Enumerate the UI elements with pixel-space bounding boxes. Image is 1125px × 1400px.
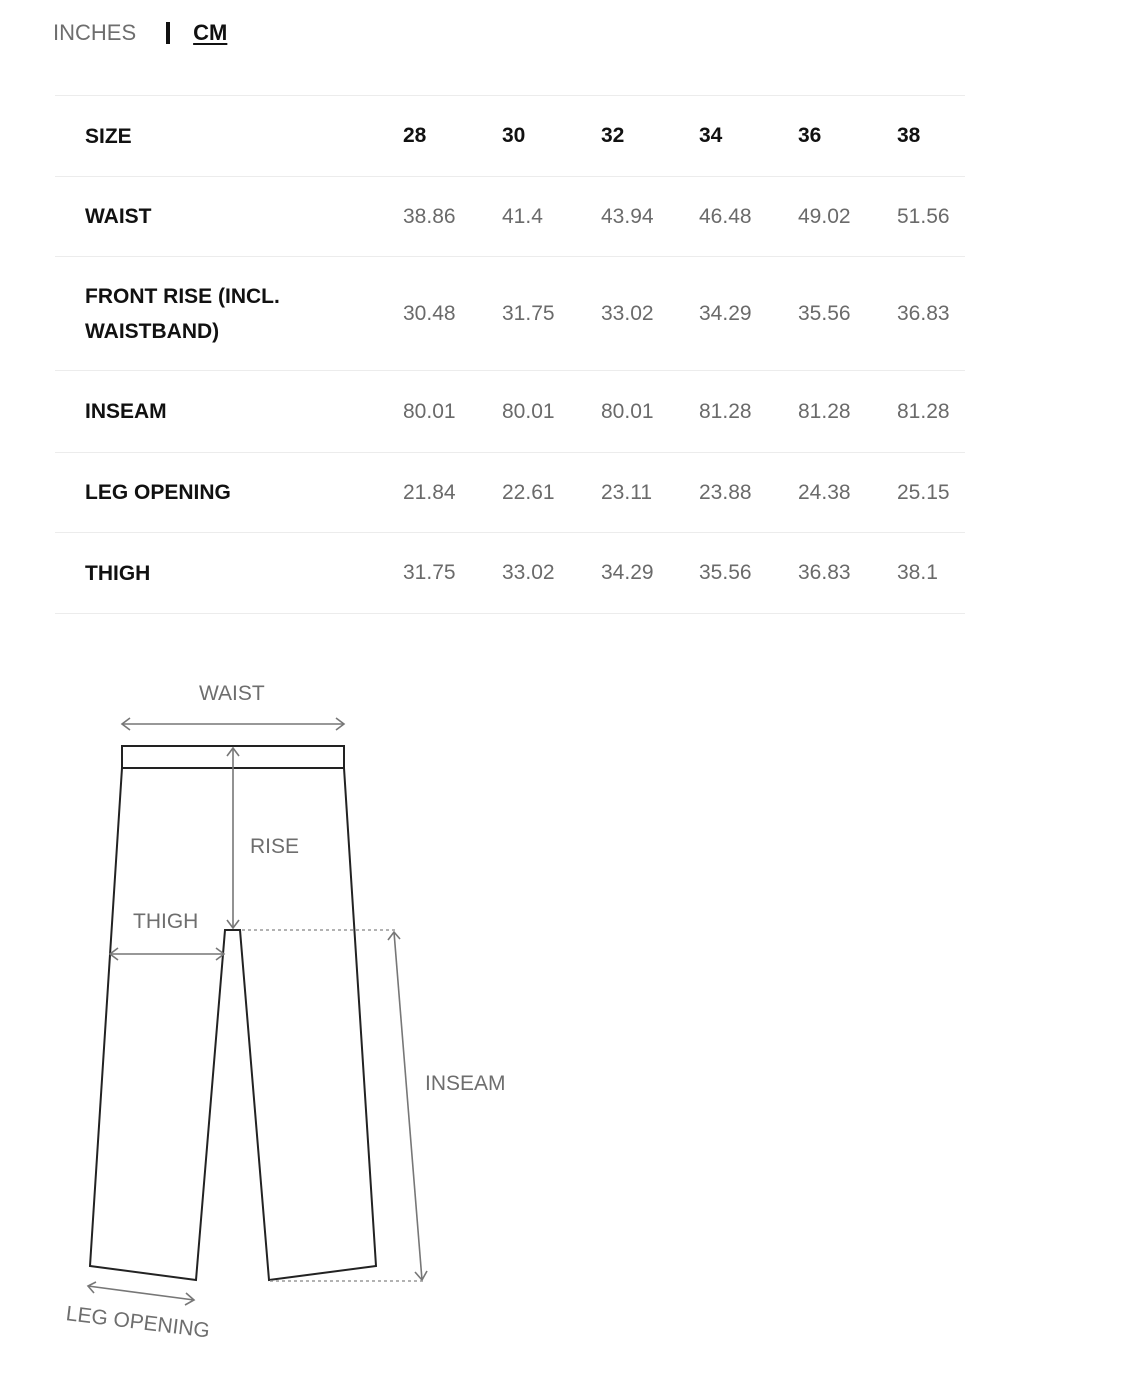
- table-cell: 35.56: [699, 561, 752, 584]
- table-cell: 80.01: [403, 399, 456, 423]
- table-cell: 30.48: [403, 301, 456, 325]
- table-cell: 21.84: [403, 480, 456, 504]
- table-cell: 31.75: [403, 561, 456, 584]
- table-cell: 23.11: [601, 480, 652, 504]
- row-label: WAIST: [85, 205, 152, 228]
- table-cell: 38.86: [403, 204, 456, 228]
- table-cell: 25.15: [897, 480, 950, 504]
- size-header-cell: 32: [601, 124, 625, 147]
- unit-inches-toggle[interactable]: INCHES: [53, 20, 137, 45]
- size-header-cell: 36: [798, 124, 822, 147]
- table-cell: 36.83: [798, 561, 851, 584]
- table-row-inseam: [55, 371, 965, 453]
- row-label: INSEAM: [85, 400, 167, 423]
- table-cell: 22.61: [502, 480, 555, 504]
- unit-cm-toggle[interactable]: CM: [193, 20, 228, 45]
- pants-measurement-diagram: [0, 640, 560, 1360]
- row-label: LEG OPENING: [85, 481, 231, 504]
- table-row-leg-opening: [55, 453, 965, 533]
- size-header-cell: 34: [699, 124, 723, 147]
- pants-illustration: [0, 640, 560, 1360]
- size-header-cell: 28: [403, 124, 427, 147]
- size-chart-table: [55, 95, 965, 614]
- table-cell: 34.29: [601, 561, 654, 584]
- row-label: FRONT RISE (INCL. WAISTBAND): [85, 284, 280, 343]
- table-cell: 41.4: [502, 204, 543, 228]
- unit-toggle: [53, 18, 227, 48]
- size-header-cell: 38: [897, 124, 921, 147]
- table-cell: 49.02: [798, 204, 851, 228]
- size-header-label: SIZE: [85, 124, 132, 148]
- table-header-row: [55, 96, 965, 177]
- table-cell: 80.01: [502, 399, 555, 423]
- row-label: THIGH: [85, 561, 151, 585]
- unit-separator: [166, 22, 170, 44]
- table-row-waist: [55, 177, 965, 257]
- table-cell: 80.01: [601, 399, 654, 423]
- table-cell: 33.02: [601, 301, 654, 325]
- size-header-cell: 30: [502, 124, 526, 147]
- table-cell: 31.75: [502, 301, 555, 325]
- diagram-thigh-label: THIGH: [133, 910, 199, 933]
- diagram-rise-label: RISE: [250, 835, 300, 858]
- table-cell: 33.02: [502, 561, 555, 584]
- table-cell: 23.88: [699, 480, 752, 504]
- table-cell: 35.56: [798, 301, 851, 325]
- table-cell: 46.48: [699, 204, 752, 228]
- table-cell: 24.38: [798, 480, 851, 504]
- table-cell: 51.56: [897, 204, 950, 228]
- table-cell: 34.29: [699, 301, 752, 325]
- diagram-inseam-label: INSEAM: [425, 1072, 506, 1095]
- table-cell: 38.1: [897, 561, 938, 584]
- table-cell: 43.94: [601, 204, 654, 228]
- diagram-leg-opening-label: LEG OPENING: [64, 1302, 212, 1343]
- diagram-waist-label: WAIST: [199, 682, 265, 705]
- table-row-front-rise: [55, 257, 965, 371]
- table-cell: 81.28: [798, 399, 851, 423]
- table-cell: 81.28: [699, 399, 752, 423]
- table-row-thigh: [55, 533, 965, 614]
- table-cell: 36.83: [897, 301, 950, 325]
- table-cell: 81.28: [897, 399, 950, 423]
